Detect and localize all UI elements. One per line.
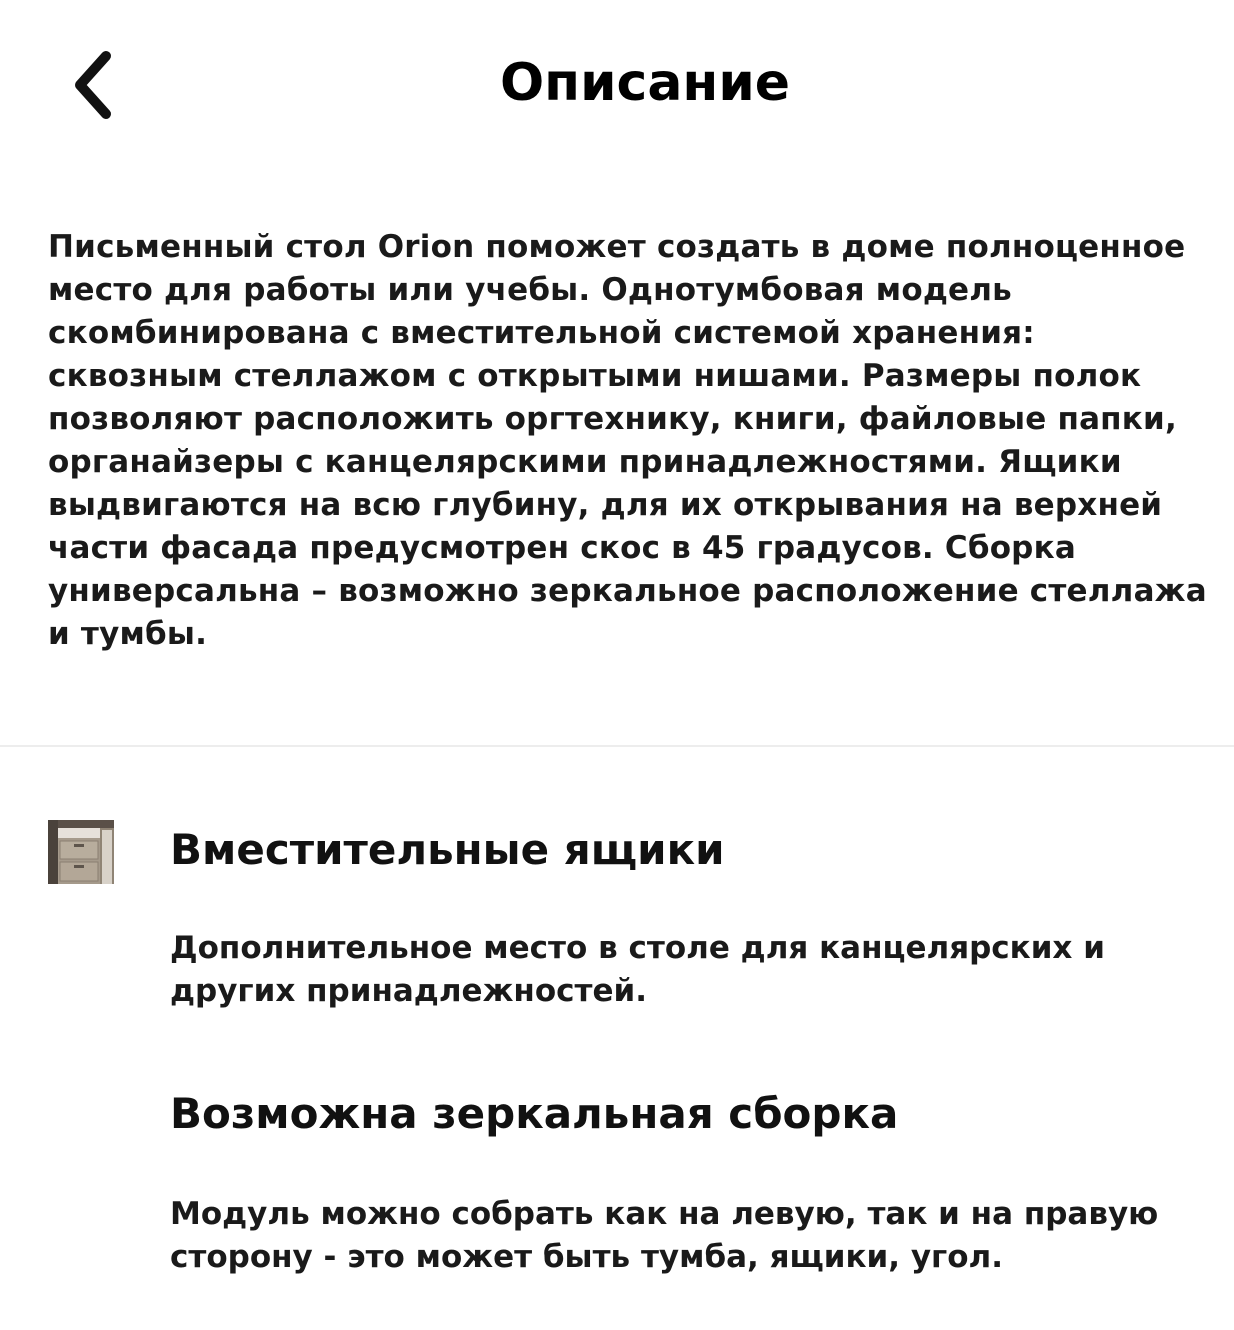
description-line: позволяют расположить оргтехнику, книги, файловые папки, [48, 401, 1177, 437]
feature-text-drawers [170, 927, 1210, 1013]
description-line: выдвигаются на всю глубину, для их открывания на верхней [48, 487, 1163, 523]
description-line: и тумбы. [48, 616, 208, 652]
description-line: скомбинирована с вместительной системой хранения: [48, 315, 1035, 351]
description-line: универсальна – возможно зеркальное расположение стеллажа [48, 573, 1207, 609]
feature-text-line: сторону - это может быть тумба, ящики, угол. [170, 1239, 1004, 1275]
description-line: части фасада предусмотрен скос в 45 градусов. Сборка [48, 530, 1076, 566]
desk-drawers-thumbnail [48, 820, 114, 884]
feature-title-drawers: Вместительные ящики [170, 825, 725, 874]
feature-text-line: других принадлежностей. [170, 973, 648, 1009]
description-line: Письменный стол Orion поможет создать в доме полноценное [48, 229, 1186, 265]
page-title: Описание [499, 53, 791, 113]
description-line: сквозным стеллажом с открытыми нишами. Размеры полок [48, 358, 1142, 394]
feature-text-line: Дополнительное место в столе для канцелярских и [170, 930, 1105, 966]
product-description [48, 226, 1228, 656]
feature-title-mirror-assembly: Возможна зеркальная сборка [170, 1089, 899, 1138]
description-line: место для работы или учебы. Однотумбовая модель [48, 272, 1012, 308]
feature-text-mirror-assembly [170, 1193, 1210, 1279]
section-divider [0, 745, 1234, 747]
header [0, 0, 1234, 160]
feature-text-line: Модуль можно собрать как на левую, так и на правую [170, 1196, 1159, 1232]
description-line: органайзеры с канцелярскими принадлежностями. Ящики [48, 444, 1122, 480]
